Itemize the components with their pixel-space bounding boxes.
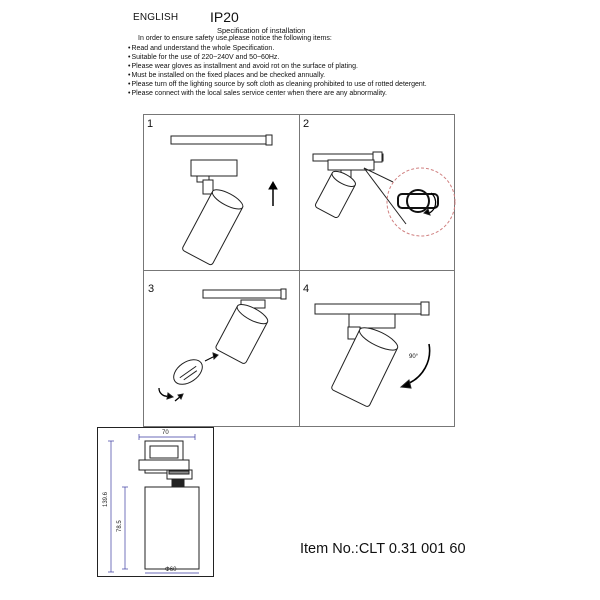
step-4-number: 4: [303, 283, 310, 295]
step-3-number: 3: [148, 283, 155, 295]
step-2-illustration: [313, 152, 455, 236]
step-4-angle-label: 90°: [409, 354, 419, 360]
safety-rules: [128, 44, 427, 98]
language-label: ENGLISH: [133, 12, 179, 23]
rule-item: • Please connect with the local sales service center when there are any abnormality.: [128, 89, 427, 98]
dimension-svg: [97, 427, 214, 577]
rule-item: • Suitable for the use of 220~240V and 50~60Hz.: [128, 53, 427, 62]
step-2-number: 2: [303, 118, 310, 130]
dim-height-total: 139.6: [103, 491, 109, 507]
step-4-illustration: [315, 302, 430, 407]
ip-rating: IP20: [210, 9, 239, 25]
rule-item: • Must be installed on the fixed places and be checked annually.: [128, 71, 427, 80]
installation-steps-grid: [143, 114, 455, 427]
rule-item: • Please turn off the lighting source by soft cloth as cleaning prohibited to use of rotted detergent.: [128, 80, 427, 89]
step-1-number: 1: [147, 118, 154, 130]
intro-text: In order to ensure safety use,please notice the following items:: [138, 35, 332, 42]
dim-width: 70: [162, 430, 169, 436]
dim-height-body: 78.5: [117, 520, 123, 532]
dim-diameter: Φ60: [165, 567, 177, 573]
step-3-illustration: [159, 289, 286, 401]
dimension-drawing: [97, 427, 214, 577]
step-illustrations: [143, 114, 455, 427]
rule-item: • Please wear gloves as installment and avoid rot on the surface of plating.: [128, 62, 427, 71]
step-1-illustration: [171, 135, 277, 266]
item-number: Item No.:CLT 0.31 001 60: [300, 541, 466, 557]
spec-title: Specification of installation: [217, 26, 306, 35]
rule-item: • Read and understand the whole Specification.: [128, 44, 427, 53]
